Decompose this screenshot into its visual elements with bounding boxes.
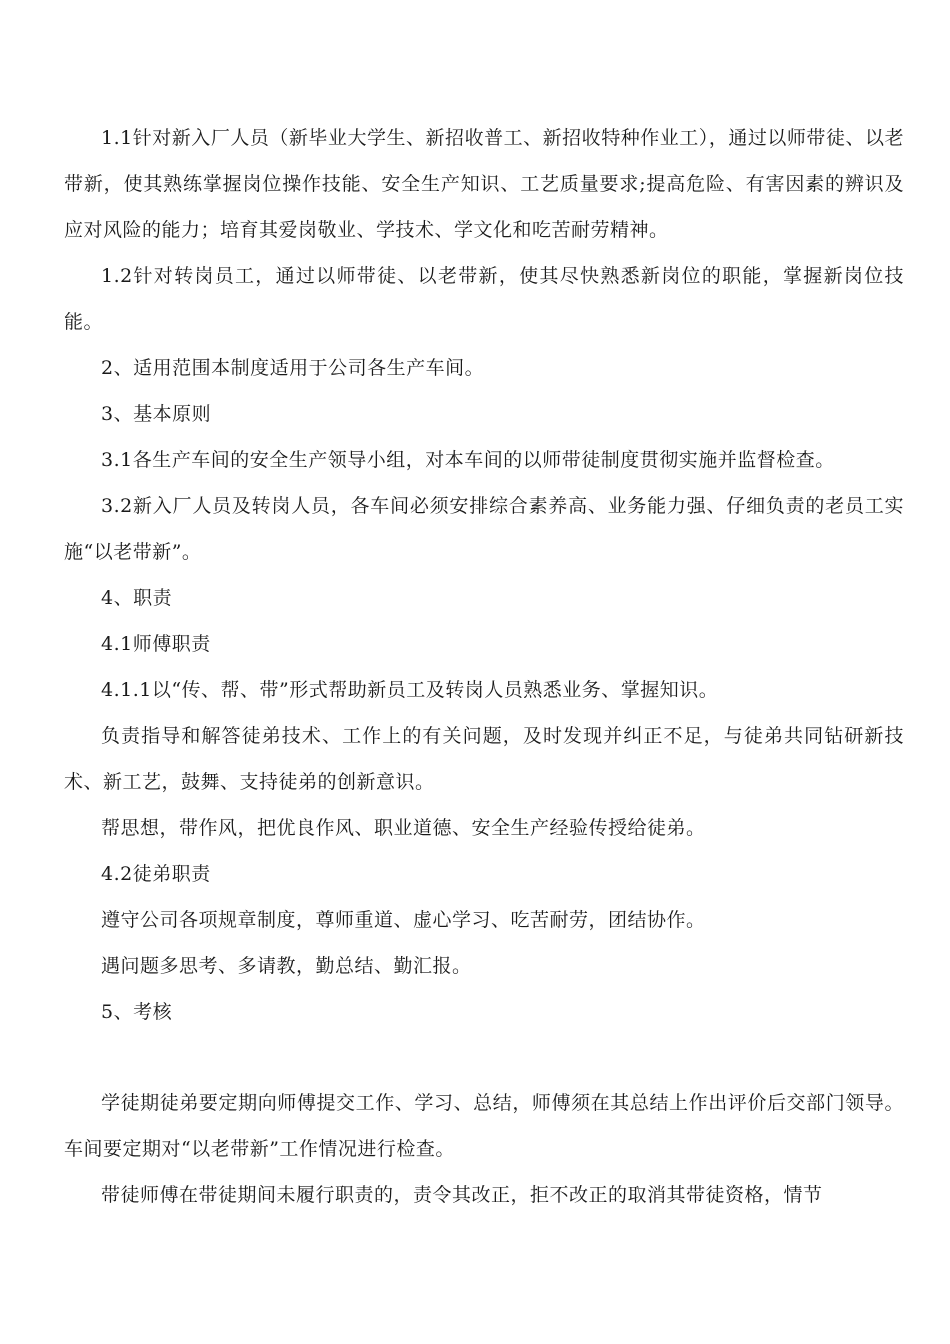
section-heading-4: 4、职责 — [101, 587, 173, 609]
paragraph-apprentice-rules: 遵守公司各项规章制度，尊师重道、虚心学习、吃苦耐劳，团结协作。 — [101, 909, 706, 931]
subheading-4-2: 4.2徒弟职责 — [101, 863, 211, 885]
paragraph-2-scope: 2、适用范围本制度适用于公司各生产车间。 — [101, 357, 485, 379]
paragraph-mentor-conduct: 帮思想，带作风，把优良作风、职业道德、安全生产经验传授给徒弟。 — [101, 817, 706, 839]
paragraph-1-1: 1.1针对新入厂人员（新毕业大学生、新招收普工、新招收特种作业工），通过以师带徒、以老带新，使其熟练掌握岗位操作技能、安全生产知识、工艺质量要求;提高危险、有害因素的辨识及应对风险的能力；培育其爱岗敬业、学技术、学文化和吃苦耐劳精神。 — [64, 127, 904, 241]
subheading-4-1: 4.1师傅职责 — [101, 633, 211, 655]
paragraph-1-2: 1.2针对转岗员工，通过以师带徒、以老带新，使其尽快熟悉新岗位的职能，掌握新岗位技能。 — [64, 265, 904, 333]
paragraph-3-1: 3.1各生产车间的安全生产领导小组，对本车间的以师带徒制度贯彻实施并监督检查。 — [101, 449, 835, 471]
paragraph-assessment: 学徒期徒弟要定期向师傅提交工作、学习、总结，师傅须在其总结上作出评价后交部门领导。车间要定期对“以老带新”工作情况进行检查。 — [64, 1092, 904, 1160]
paragraph-mentor-penalty: 带徒师傅在带徒期间未履行职责的，责令其改正，拒不改正的取消其带徒资格，情节 — [101, 1184, 823, 1206]
section-heading-3: 3、基本原则 — [101, 403, 212, 425]
paragraph-apprentice-habits: 遇问题多思考、多请教，勤总结、勤汇报。 — [101, 955, 472, 977]
section-heading-5: 5、考核 — [101, 1001, 173, 1023]
paragraph-mentor-guidance: 负责指导和解答徒弟技术、工作上的有关问题，及时发现并纠正不足，与徒弟共同钻研新技术、新工艺，鼓舞、支持徒弟的创新意识。 — [64, 725, 904, 793]
paragraph-3-2: 3.2新入厂人员及转岗人员，各车间必须安排综合素养高、业务能力强、仔细负责的老员工实施“以老带新”。 — [64, 495, 904, 563]
paragraph-4-1-1: 4.1.1以“传、帮、带”形式帮助新员工及转岗人员熟悉业务、掌握知识。 — [101, 679, 719, 701]
spacer — [64, 1035, 904, 1080]
